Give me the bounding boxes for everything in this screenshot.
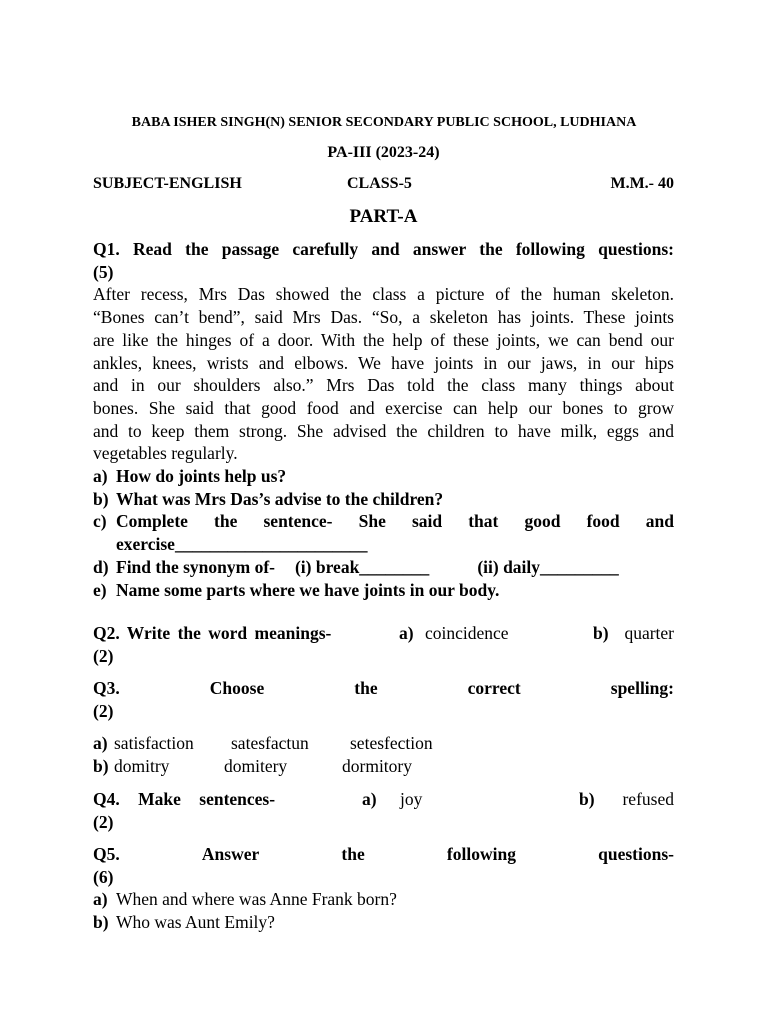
title-word: Q3. (93, 678, 120, 698)
q1-title: Q1. Read the passage carefully and answer the following questions: (93, 239, 674, 259)
synonym-break: (i) break________ (294, 556, 430, 577)
item-text: When and where was Anne Frank born? (116, 889, 397, 910)
passage-line: and in our shoulders also.” Mrs Das told the class many things about (93, 375, 674, 396)
title-word: the (341, 844, 365, 864)
max-marks-label: M.M.- 40 (610, 175, 674, 192)
spelling-option: domitery (224, 756, 288, 777)
passage-line: are like the hinges of a door. With the help of these joints, we can bend our (93, 329, 674, 350)
question-5 (93, 843, 674, 934)
q1-question-b (93, 488, 674, 511)
passage-line: ankles, knees, wrists and elbows. We have joints in our jaws, in our hips (93, 352, 674, 373)
passage-line: bones. She said that good food and exercise can help our bones to grow (93, 397, 674, 418)
q2-a-label: a) (399, 623, 414, 643)
synonym-daily: (ii) daily_________ (477, 556, 619, 577)
item-text: Complete the sentence- She said that good food and (116, 511, 674, 532)
subject-label: SUBJECT-ENGLISH (93, 175, 242, 192)
item-label: d) (93, 556, 109, 577)
title-word: questions- (598, 844, 674, 864)
passage-line: vegetables regularly. (93, 443, 238, 464)
q5-row (93, 843, 674, 866)
title-word: Q5. (93, 844, 120, 864)
title-word: spelling: (610, 678, 674, 698)
item-text: Find the synonym of- (116, 556, 275, 577)
item-text: Who was Aunt Emily? (116, 912, 275, 933)
q2-b-label: b) (593, 623, 609, 643)
spelling-option: setesfection (350, 733, 433, 754)
q5-marks: (6) (93, 866, 114, 887)
spelling-option: domitry (114, 756, 170, 777)
title-word: correct (467, 678, 521, 698)
passage-line: After recess, Mrs Das showed the class a picture of the human skeleton. (93, 284, 674, 305)
q1-marks: (5) (93, 261, 114, 282)
q1-question-a (93, 465, 674, 488)
q4-b-label: b) (579, 789, 595, 809)
q4-b-word: refused (622, 789, 674, 809)
q5-title (93, 843, 674, 866)
item-label: a) (93, 889, 108, 910)
q2-row (93, 622, 674, 645)
q4-a-word: joy (400, 789, 423, 809)
q4-row (93, 788, 674, 811)
q3-b-label: b) (93, 756, 109, 777)
q3-a-label: a) (93, 733, 108, 754)
q2-b-word: quarter (624, 623, 674, 643)
title-word: Choose (209, 678, 265, 698)
q2-a-word: coincidence (425, 623, 509, 643)
item-text: Name some parts where we have joints in our body. (116, 579, 500, 600)
passage-line: and to keep them strong. She advised the children to have milk, eggs and (93, 420, 674, 441)
item-label: e) (93, 579, 107, 600)
question-3 (93, 677, 674, 778)
question-4 (93, 788, 674, 833)
item-text: What was Mrs Das’s advise to the children? (116, 488, 444, 509)
q5-question-b (93, 911, 674, 934)
q3-row (93, 677, 674, 700)
part-heading: PART-A (349, 206, 418, 227)
item-label: b) (93, 488, 109, 509)
q4-marks: (2) (93, 811, 114, 832)
school-name: BABA ISHER SINGH(N) SENIOR SECONDARY PUBLIC SCHOOL, LUDHIANA (131, 115, 637, 130)
title-word: Answer (201, 844, 260, 864)
q4-a-label: a) (362, 789, 377, 809)
title-word: following (446, 844, 516, 864)
question-2 (93, 622, 674, 667)
q2-title: Q2. Write the word meanings- (93, 623, 332, 643)
title-word: the (354, 678, 378, 698)
q1-passage (93, 283, 674, 465)
spelling-option: satisfaction (114, 733, 194, 754)
item-text-cont: exercise______________________ (116, 534, 368, 555)
item-text-wrap (116, 510, 674, 555)
class-label: CLASS-5 (347, 175, 412, 192)
spelling-option: dormitory (342, 756, 412, 777)
exam-title: PA-III (2023-24) (327, 144, 440, 161)
item-label: b) (93, 912, 109, 933)
passage-line: “Bones can’t bend”, said Mrs Das. “So, a skeleton has joints. These joints (93, 307, 674, 328)
item-label: a) (93, 466, 108, 487)
spelling-option: satesfactun (231, 733, 309, 754)
q4-title: Q4. Make sentences- (93, 789, 276, 809)
q1-question-e (93, 579, 674, 602)
q3-marks: (2) (93, 700, 114, 721)
q5-question-a (93, 888, 674, 911)
q2-marks: (2) (93, 645, 114, 666)
item-text: How do joints help us? (116, 466, 287, 487)
q1-question-d (93, 556, 674, 579)
question-1 (93, 238, 674, 601)
q3-option-row-b (93, 755, 674, 778)
q1-question-c (93, 510, 674, 555)
item-label: c) (93, 511, 107, 532)
q3-option-row-a (93, 732, 674, 755)
q3-title (93, 677, 674, 700)
